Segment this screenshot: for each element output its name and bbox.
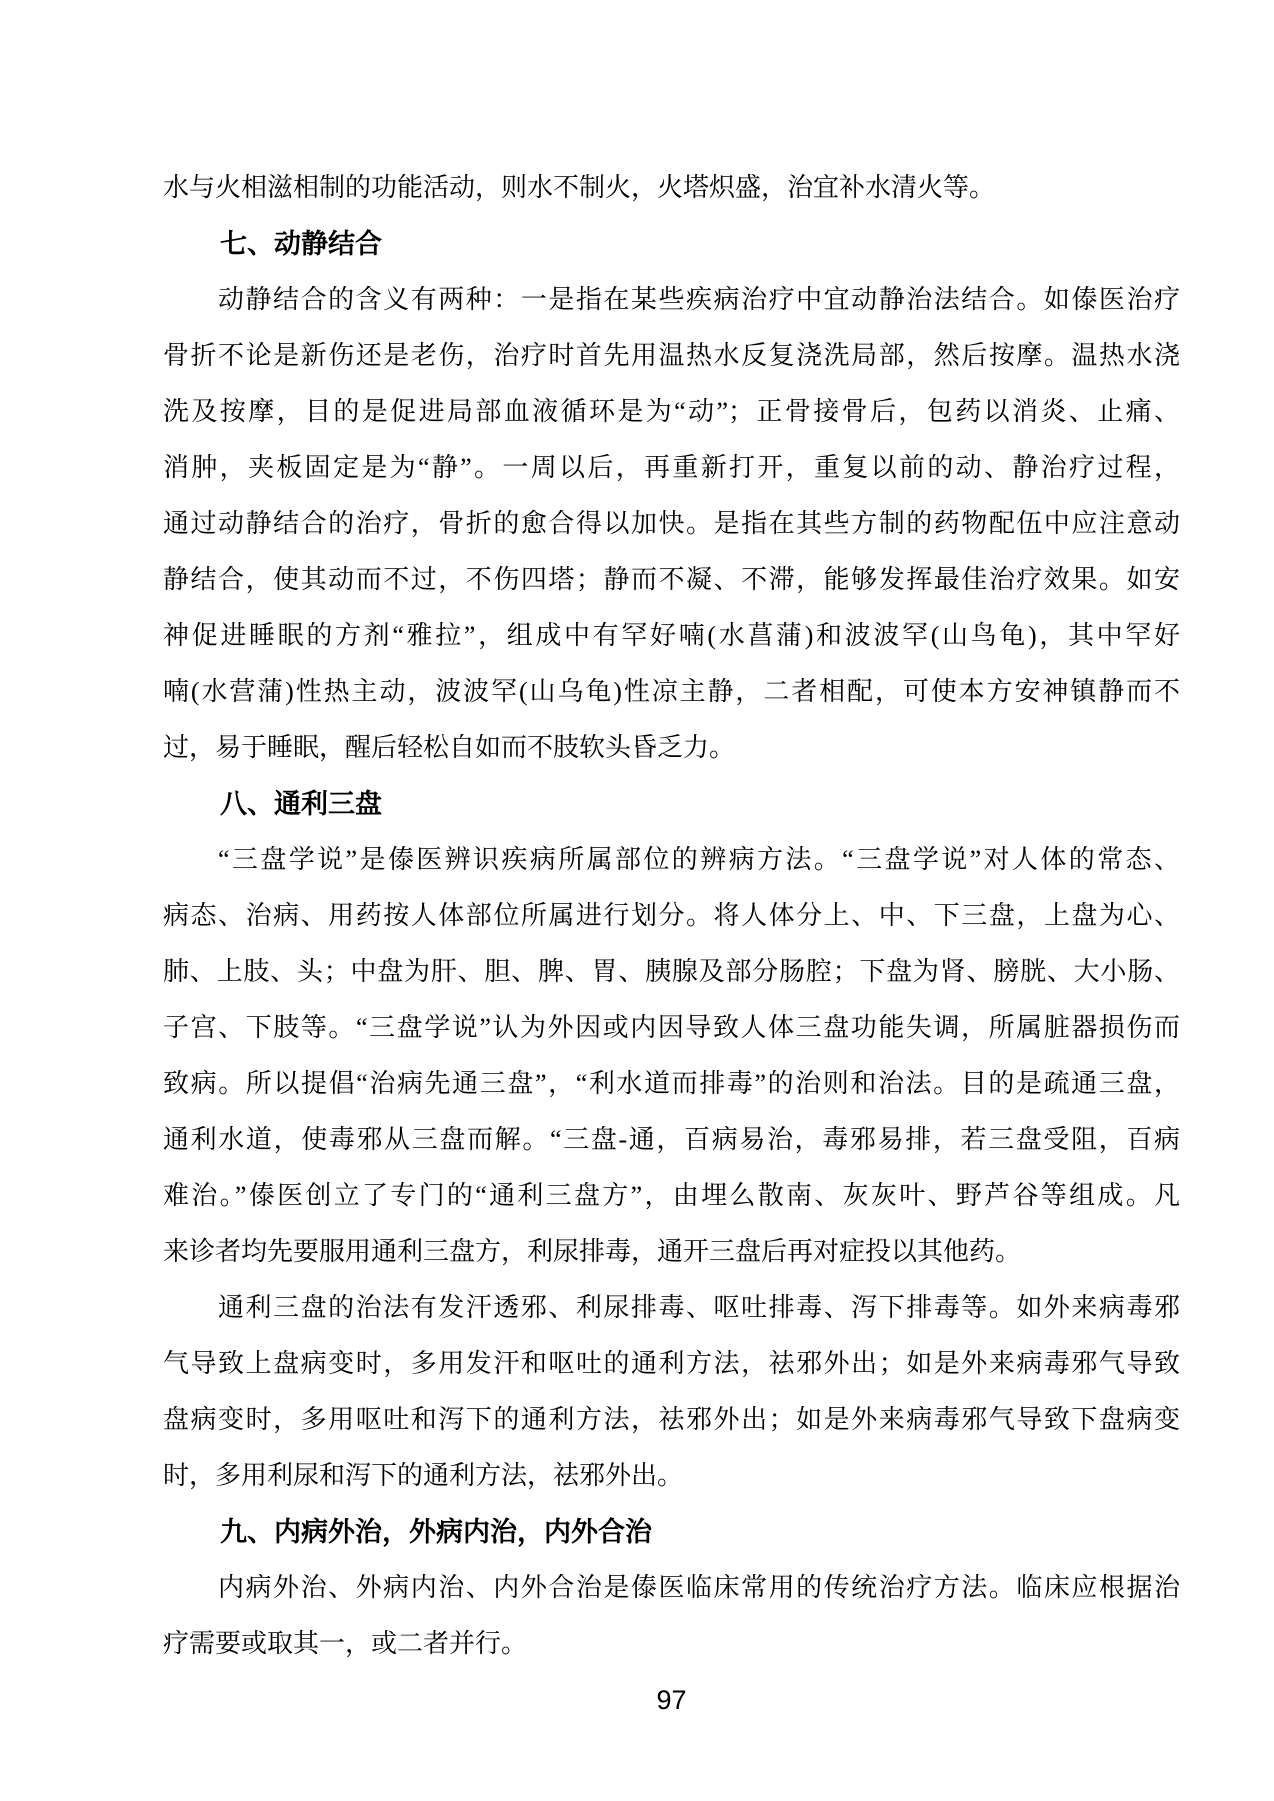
text-line: 盘病变时，多用呕吐和泻下的通利方法，祛邪外出；如是外来病毒邪气导致下盘病变 bbox=[163, 1405, 1180, 1434]
text-line: 通利三盘的治法有发汗透邪、利尿排毒、呕吐排毒、泻下排毒等。如外来病毒邪 bbox=[218, 1293, 1180, 1322]
text-line: 消肿，夹板固定是为“静”。一周以后，再重新打开，重复以前的动、静治疗过程， bbox=[163, 453, 1180, 482]
text-line: 来诊者均先要服用通利三盘方，利尿排毒，通开三盘后再对症投以其他药。 bbox=[163, 1237, 1022, 1266]
text-line: 气导致上盘病变时，多用发汗和呕吐的通利方法，祛邪外出；如是外来病毒邪气导致 bbox=[163, 1349, 1180, 1378]
text-line: 神促进睡眠的方剂“雅拉”，组成中有罕好喃(水菖蒲)和波波罕(山鸟龟)，其中罕好 bbox=[163, 621, 1180, 650]
text-line: 过，易于睡眠，醒后轻松自如而不肢软头昏乏力。 bbox=[163, 733, 736, 762]
text-line: 喃(水营蒲)性热主动，波波罕(山乌龟)性凉主静，二者相配，可使本方安神镇静而不 bbox=[163, 677, 1180, 706]
section-heading: 九、内病外治，外病内治，内外合治 bbox=[220, 1517, 652, 1547]
text-line: 子宫、下肢等。“三盘学说”认为外因或内因导致人体三盘功能失调，所属脏器损伤而 bbox=[163, 1013, 1180, 1042]
text-line: 肺、上肢、头；中盘为肝、胆、脾、胃、胰腺及部分肠腔；下盘为肾、膀胱、大小肠、 bbox=[163, 957, 1180, 986]
text-line: 通利水道，使毒邪从三盘而解。“三盘-通，百病易治，毒邪易排，若三盘受阻，百病 bbox=[163, 1125, 1180, 1154]
text-line: 静结合，使其动而不过，不伤四塔；静而不凝、不滞，能够发挥最佳治疗效果。如安 bbox=[163, 565, 1180, 594]
text-line: 病态、治病、用药按人体部位所属进行划分。将人体分上、中、下三盘，上盘为心、 bbox=[163, 901, 1180, 930]
section-heading: 八、通利三盘 bbox=[220, 789, 382, 819]
text-line: 动静结合的含义有两种：一是指在某些疾病治疗中宜动静治法结合。如傣医治疗 bbox=[218, 285, 1180, 314]
text-line: 难治。”傣医创立了专门的“通利三盘方”，由埋么散南、灰灰叶、野芦谷等组成。凡 bbox=[163, 1181, 1180, 1210]
section-heading: 七、动静结合 bbox=[220, 229, 382, 259]
document-body bbox=[163, 160, 1180, 1672]
text-line: 骨折不论是新伤还是老伤，治疗时首先用温热水反复浇洗局部，然后按摩。温热水浇 bbox=[163, 341, 1180, 370]
text-line: “三盘学说”是傣医辨识疾病所属部位的辨病方法。“三盘学说”对人体的常态、 bbox=[218, 845, 1180, 874]
text-line: 内病外治、外病内治、内外合治是傣医临床常用的传统治疗方法。临床应根据治 bbox=[218, 1573, 1180, 1602]
text-line: 时，多用利尿和泻下的通利方法，祛邪外出。 bbox=[163, 1461, 684, 1490]
text-line: 水与火相滋相制的功能活动，则水不制火，火塔炽盛，治宜补水清火等。 bbox=[163, 173, 996, 202]
text-line: 通过动静结合的治疗，骨折的愈合得以加快。是指在其些方制的药物配伍中应注意动 bbox=[163, 509, 1180, 538]
text-line: 疗需要或取其一，或二者并行。 bbox=[163, 1629, 528, 1658]
page-number: 97 bbox=[656, 1685, 687, 1715]
text-line: 洗及按摩，目的是促进局部血液循环是为“动”；正骨接骨后，包药以消炎、止痛、 bbox=[163, 397, 1180, 426]
text-line: 致病。所以提倡“治病先通三盘”，“利水道而排毒”的治则和治法。目的是疏通三盘， bbox=[163, 1069, 1180, 1098]
